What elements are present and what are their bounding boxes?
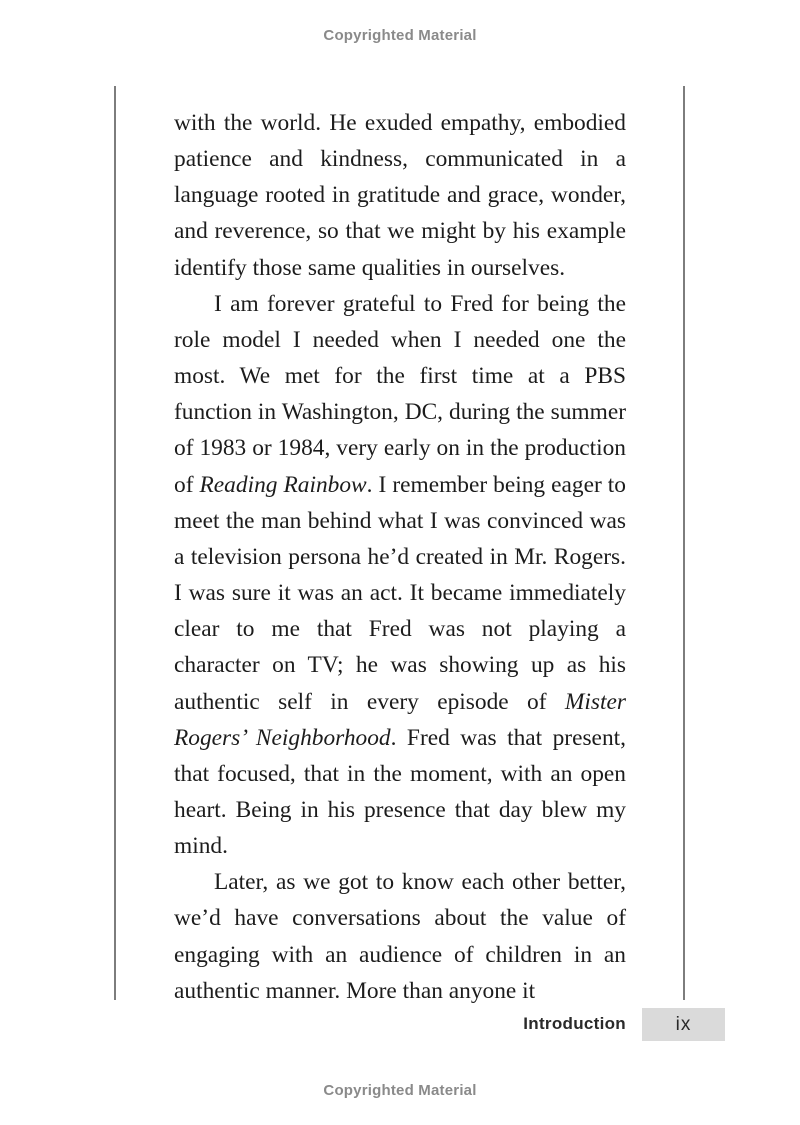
right-margin-rule [683, 86, 685, 1000]
body-text [174, 105, 626, 1009]
left-margin-rule [114, 86, 116, 1000]
copyright-watermark-bottom: Copyrighted Material [323, 1082, 477, 1099]
paragraph-2-text-c: . Fred was that present, that focused, that in the moment, with an open heart. Being in his presence that day blew my mind. [174, 724, 626, 860]
paragraph-3: Later, as we got to know each other better, we’d have conversations about the value of engaging with an audience of children in an authentic manner. More than anyone it [174, 869, 626, 1004]
book-title-reading-rainbow: Reading Rainbow [199, 471, 367, 498]
copyright-watermark-top: Copyrighted Material [323, 27, 477, 44]
page-number-box [642, 1008, 725, 1041]
running-footer-section: Introduction [523, 1014, 626, 1033]
page-number: ix [675, 1014, 692, 1035]
show-title-mister-rogers: Mister Rogers’ Neighborhood [174, 688, 626, 751]
paragraph-2-text-b: . I remember being eager to meet the man behind what I was convinced was a television persona he’d created in Mr. Rogers. I was sure it was an act. It became immediately clear to me that Fred was not playing a character on TV; he was showing up as his authentic self in every episode of [174, 471, 626, 715]
paragraph-1: with the world. He exuded empathy, embodied patience and kindness, communicated in a language rooted in gratitude and grace, wonder, and reverence, so that we might by his example identify those same qualities in ourselves. [174, 110, 626, 281]
paragraph-2 [174, 286, 626, 865]
paragraph-2-text-a: I am forever grateful to Fred for being the role model I needed when I needed one the most. We met for the first time at a PBS function in Washington, DC, during the summer of 1983 or 1984, very early on in the production of [174, 290, 626, 498]
